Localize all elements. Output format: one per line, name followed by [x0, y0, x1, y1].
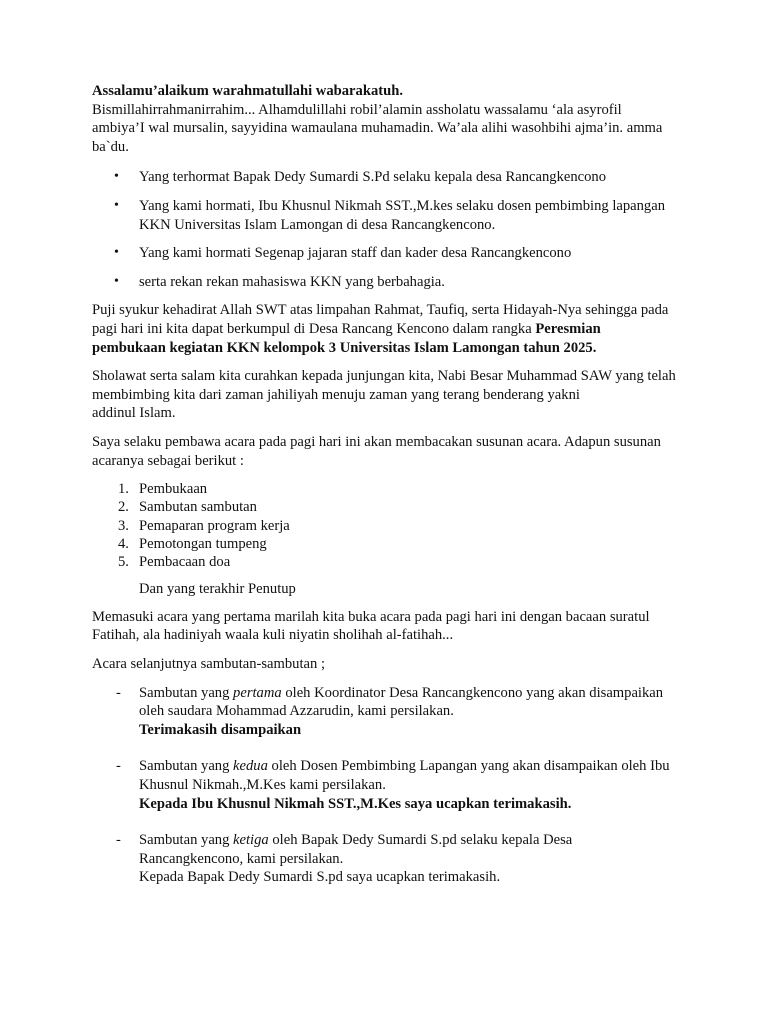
- agenda-item-label: Pemotongan tumpeng: [139, 535, 267, 552]
- speech-thanks: Kepada Bapak Dedy Sumardi S.pd saya ucapkan terimakasih.: [139, 869, 501, 886]
- item-number: 3.: [118, 517, 129, 534]
- item-number: 2.: [118, 499, 129, 516]
- bullet-icon: •: [114, 273, 119, 289]
- list-item: [92, 831, 676, 887]
- speech-thanks: Terimakasih disampaikan: [139, 721, 302, 738]
- bullet-icon: •: [114, 197, 119, 213]
- sholawat-paragraph: Sholawat serta salam kita curahkan kepada junjungan kita, Nabi Besar Muhammad SAW yang telah membimbing kita dari zaman jahiliyah menuju zaman yang terang benderang yakni: [92, 368, 676, 403]
- speech-ordinal: pertama: [233, 684, 282, 701]
- item-number: 4.: [118, 535, 129, 552]
- bullet-icon: •: [114, 169, 119, 185]
- salutation-text: Yang kami hormati, Ibu Khusnul Nikmah SST.,M.kes selaku dosen pembimbing lapangan KKN Universitas Islam Lamongan di desa Rancangkencono.: [139, 197, 666, 233]
- list-item: [92, 244, 676, 263]
- opening-paragraph: Bismillahirrahmanirrahim... Alhamdulillahi robil’alamin assholatu wassalamu ‘ala asyrofil ambiya’I wal mursalin, sayyidina wamaulana muhamadin. Wa’ala alihi wasohbihi ajma’in. amma ba`du.: [92, 101, 663, 155]
- speech-pre: Sambutan yang: [139, 758, 234, 775]
- agenda-closing: Dan yang terakhir Penutup: [139, 580, 296, 597]
- list-item: [92, 684, 676, 740]
- dash-icon: -: [116, 684, 121, 701]
- list-item: [92, 517, 676, 535]
- list-item: [92, 553, 676, 571]
- list-item: [92, 757, 676, 813]
- dash-icon: -: [116, 758, 121, 775]
- list-item: [92, 197, 676, 234]
- speech-list: [92, 684, 676, 887]
- agenda-intro: Saya selaku pembawa acara pada pagi hari ini akan membacakan susunan acara. Adapun susunan acaranya sebagai berikut :: [92, 433, 661, 469]
- agenda-item-label: Pemaparan program kerja: [139, 517, 290, 534]
- salutation-text: Yang kami hormati Segenap jajaran staff dan kader desa Rancangkencono: [139, 245, 572, 262]
- greeting: Assalamu’alaikum warahmatullahi wabarakatuh.: [92, 83, 403, 99]
- next-event-paragraph: Acara selanjutnya sambutan-sambutan ;: [92, 656, 326, 673]
- item-number: 5.: [118, 554, 129, 571]
- speech-post: oleh Koordinator Desa Rancangkencono yang akan disampaikan oleh saudara Mohammad Azzarudin, kami persilakan.: [139, 684, 664, 720]
- gratitude-text: Puji syukur kehadirat Allah SWT atas limpahan Rahmat, Taufiq, serta Hidayah-Nya sehingga pada pagi hari ini kita dapat berkumpul di Desa Rancang Kencono dalam rangka: [92, 302, 669, 337]
- speech-pre: Sambutan yang: [139, 684, 234, 701]
- speech-post: oleh Dosen Pembimbing Lapangan yang akan disampaikan oleh Ibu Khusnul Nikmah.,M.Kes kami persilakan.: [139, 758, 670, 794]
- gratitude-paragraph: [92, 301, 676, 357]
- item-number: 1.: [118, 481, 129, 498]
- agenda-item-label: Pembukaan: [139, 481, 208, 498]
- agenda-list: [92, 480, 676, 571]
- speech-ordinal: kedua: [233, 758, 268, 775]
- list-item: [92, 168, 676, 187]
- list-item: [92, 535, 676, 553]
- sholawat-ending: addinul Islam.: [92, 405, 176, 422]
- list-item: [92, 480, 676, 498]
- salutation-list: [92, 168, 676, 291]
- salutation-text: serta rekan rekan mahasiswa KKN yang berbahagia.: [139, 273, 445, 290]
- event-title: Peresmian pembukaan kegiatan KKN kelompok 3 Universitas Islam Lamongan tahun 2025.: [92, 320, 601, 356]
- salutation-text: Yang terhormat Bapak Dedy Sumardi S.Pd selaku kepala desa Rancangkencono: [139, 169, 607, 186]
- list-item: [92, 273, 676, 292]
- agenda-item-label: Sambutan sambutan: [139, 499, 257, 516]
- speech-pre: Sambutan yang: [139, 832, 234, 849]
- list-item: [92, 498, 676, 516]
- dash-icon: -: [116, 832, 121, 849]
- speech-post: oleh Bapak Dedy Sumardi S.pd selaku kepala Desa Rancangkencono, kami persilakan.: [139, 832, 573, 867]
- speech-thanks: Kepada Ibu Khusnul Nikmah SST.,M.Kes saya ucapkan terimakasih.: [139, 795, 572, 812]
- bullet-icon: •: [114, 245, 119, 261]
- agenda-item-label: Pembacaan doa: [139, 554, 231, 571]
- first-event-paragraph: Memasuki acara yang pertama marilah kita buka acara pada pagi hari ini dengan bacaan suratul Fatihah, ala hadiniyah waala kuli niyatin sholihah al-fatihah...: [92, 608, 650, 644]
- speech-ordinal: ketiga: [233, 832, 269, 849]
